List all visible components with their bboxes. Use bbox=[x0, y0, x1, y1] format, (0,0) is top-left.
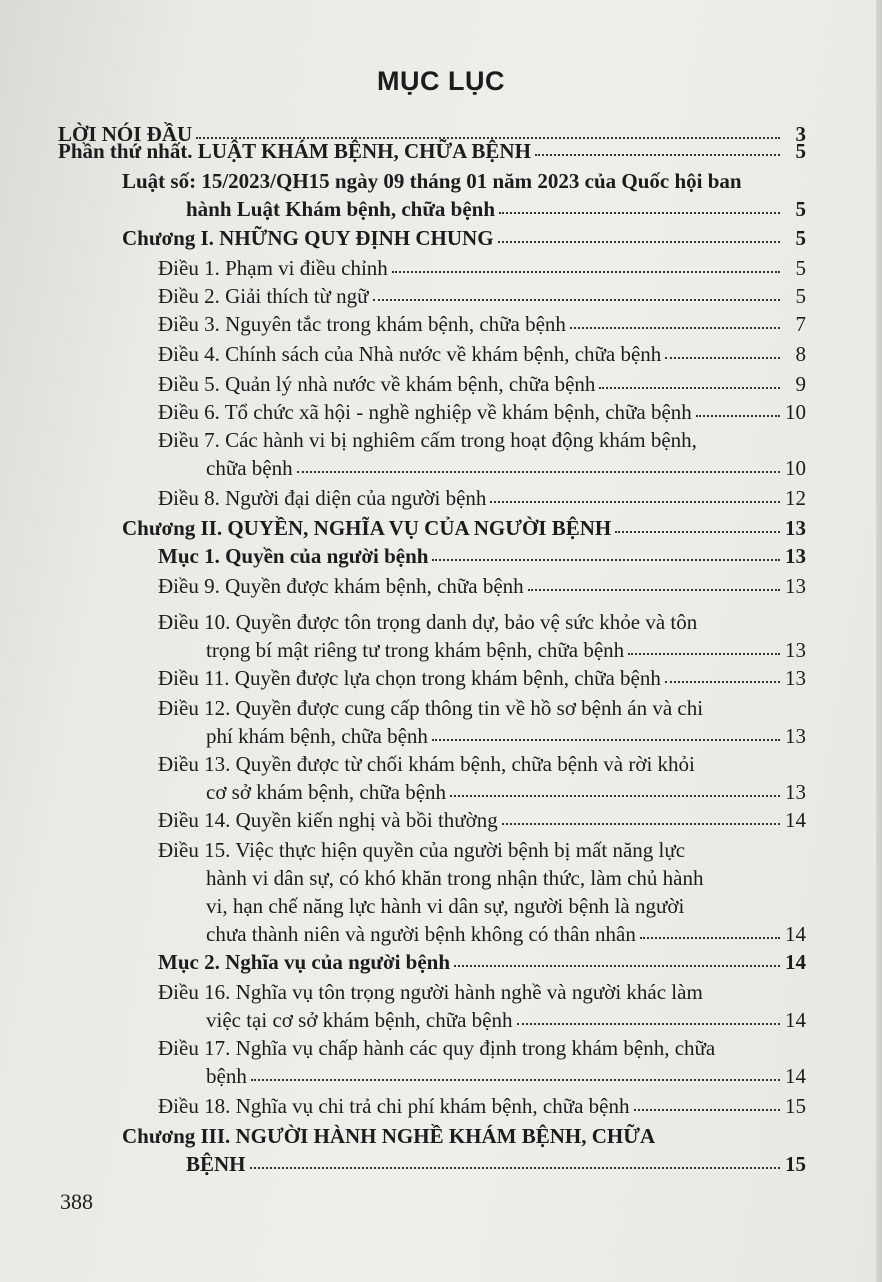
toc-entry-text: Chương II. QUYỀN, NGHĨA VỤ CỦA NGƯỜI BỆNH bbox=[122, 516, 612, 540]
toc-page-number: 13 bbox=[785, 516, 806, 540]
toc-entry-text: Điều 14. Quyền kiến nghị và bồi thường bbox=[158, 808, 498, 832]
dot-leader bbox=[535, 150, 780, 156]
toc-page-number: 5 bbox=[795, 139, 806, 163]
dot-leader bbox=[599, 383, 780, 389]
dot-leader bbox=[528, 585, 780, 591]
toc-entry-text: phí khám bệnh, chữa bệnh bbox=[206, 724, 428, 748]
toc-entry-text: Mục 2. Nghĩa vụ của người bệnh bbox=[158, 950, 451, 974]
toc-entry-line bbox=[158, 254, 806, 282]
toc-entry bbox=[158, 750, 806, 806]
toc-entry-text: Điều 15. Việc thực hiện quyền của người bệnh bị mất năng lực bbox=[158, 838, 686, 862]
dot-leader bbox=[696, 411, 780, 417]
toc-page-number: 10 bbox=[785, 456, 806, 480]
toc-entry-text: Chương III. NGƯỜI HÀNH NGHỀ KHÁM BỆNH, CHỮA bbox=[122, 1124, 656, 1148]
toc-entry-text: hành Luật Khám bệnh, chữa bệnh bbox=[186, 197, 496, 221]
dot-leader bbox=[498, 237, 780, 243]
toc-page-number: 3 bbox=[795, 122, 806, 146]
dot-leader bbox=[665, 677, 780, 683]
toc-entry-line bbox=[158, 722, 806, 750]
toc-entry-line bbox=[158, 920, 806, 948]
toc-entry-line bbox=[122, 514, 806, 542]
toc-entry bbox=[158, 282, 806, 310]
toc-entry bbox=[158, 484, 806, 512]
toc-entry-text: Chương I. NHỮNG QUY ĐỊNH CHUNG bbox=[122, 226, 494, 250]
toc-entry-text: bệnh bbox=[206, 1064, 247, 1088]
toc-entry-line bbox=[158, 398, 806, 426]
toc-entry-text: Phần thứ nhất. LUẬT KHÁM BỆNH, CHỮA BỆNH bbox=[58, 139, 531, 163]
toc-entry-text: Điều 8. Người đại diện của người bệnh bbox=[158, 486, 487, 510]
toc-page-number: 5 bbox=[795, 284, 806, 308]
toc-entry bbox=[158, 310, 806, 338]
toc-page-number: 13 bbox=[785, 666, 806, 690]
toc-page-number: 5 bbox=[795, 226, 806, 250]
toc-entry bbox=[158, 836, 806, 948]
toc-page-number: 12 bbox=[785, 486, 806, 510]
toc-entry-text: Điều 13. Quyền được từ chối khám bệnh, chữa bệnh và rời khỏi bbox=[158, 752, 695, 776]
toc-page-number: 9 bbox=[795, 372, 806, 396]
toc-entry-text: việc tại cơ sở khám bệnh, chữa bệnh bbox=[206, 1008, 513, 1032]
toc-entry bbox=[158, 370, 806, 398]
toc-entry-line bbox=[158, 484, 806, 512]
toc-entry-line bbox=[58, 137, 806, 165]
toc-entry-text: Luật số: 15/2023/QH15 ngày 09 tháng 01 năm 2023 của Quốc hội ban bbox=[122, 169, 742, 193]
dot-leader bbox=[634, 1105, 780, 1111]
toc-entry-text: vi, hạn chế năng lực hành vi dân sự, người bệnh là người bbox=[206, 894, 685, 918]
toc-entry bbox=[158, 1092, 806, 1120]
toc-entry-line bbox=[158, 636, 806, 664]
toc-entry-text: BỆNH bbox=[186, 1152, 246, 1176]
toc-entry bbox=[158, 664, 806, 692]
toc-entry bbox=[158, 1034, 806, 1090]
toc-entry-text: trọng bí mật riêng tư trong khám bệnh, chữa bệnh bbox=[206, 638, 625, 662]
dot-leader bbox=[665, 353, 780, 359]
toc-entry-text: cơ sở khám bệnh, chữa bệnh bbox=[206, 780, 447, 804]
toc-page-number: 14 bbox=[785, 1008, 806, 1032]
toc-entry bbox=[158, 694, 806, 750]
toc-entry-line bbox=[158, 454, 806, 482]
dot-leader bbox=[297, 467, 780, 473]
page-number: 388 bbox=[60, 1189, 93, 1214]
toc-page-number: 15 bbox=[785, 1152, 806, 1176]
toc-entry-text: Điều 5. Quản lý nhà nước về khám bệnh, chữa bệnh bbox=[158, 372, 596, 396]
toc-entry-line bbox=[158, 806, 806, 834]
toc-entry-text: chưa thành niên và người bệnh không có thân nhân bbox=[206, 922, 636, 946]
toc-page-number: 14 bbox=[785, 950, 806, 974]
toc-entry-text: hành vi dân sự, có khó khăn trong nhận thức, làm chủ hành bbox=[206, 866, 704, 890]
toc-entry-text: Điều 10. Quyền được tôn trọng danh dự, bảo vệ sức khỏe và tôn bbox=[158, 610, 698, 634]
toc-page-number: 13 bbox=[785, 780, 806, 804]
dot-leader bbox=[251, 1075, 780, 1081]
toc-page-number: 13 bbox=[785, 638, 806, 662]
toc-page-number: 8 bbox=[795, 342, 806, 366]
toc-page-number: 10 bbox=[785, 400, 806, 424]
toc-entry bbox=[158, 426, 806, 482]
dot-leader bbox=[640, 933, 780, 939]
toc-entry-text: Điều 18. Nghĩa vụ chi trả chi phí khám bệnh, chữa bệnh bbox=[158, 1094, 630, 1118]
dot-leader bbox=[250, 1163, 780, 1169]
dot-leader bbox=[502, 819, 780, 825]
toc-entry-line bbox=[122, 224, 806, 252]
toc-entry-line bbox=[158, 1062, 806, 1090]
toc-entry-line bbox=[158, 1092, 806, 1120]
toc-entry bbox=[122, 1122, 806, 1178]
toc-entry-text: Mục 1. Quyền của người bệnh bbox=[158, 544, 429, 568]
toc-entry bbox=[122, 514, 806, 542]
toc-entry-text: Điều 2. Giải thích từ ngữ bbox=[158, 284, 369, 308]
dot-leader bbox=[615, 527, 780, 533]
toc-page-number: 13 bbox=[785, 724, 806, 748]
dot-leader bbox=[628, 649, 780, 655]
page-title: MỤC LỤC bbox=[377, 66, 505, 96]
toc-entry-line bbox=[122, 1150, 806, 1178]
toc-entry-line bbox=[158, 664, 806, 692]
toc-entry-text: Điều 17. Nghĩa vụ chấp hành các quy định trong khám bệnh, chữa bbox=[158, 1036, 716, 1060]
toc-entry-text: Điều 6. Tổ chức xã hội - nghề nghiệp về khám bệnh, chữa bệnh bbox=[158, 400, 692, 424]
toc-entry bbox=[158, 398, 806, 426]
toc-entry-line bbox=[158, 1006, 806, 1034]
toc-entry-text: Điều 7. Các hành vi bị nghiêm cấm trong hoạt động khám bệnh, bbox=[158, 428, 697, 452]
toc-page-number: 5 bbox=[795, 256, 806, 280]
toc-entry bbox=[122, 224, 806, 252]
toc-entry-text: Điều 3. Nguyên tắc trong khám bệnh, chữa bệnh bbox=[158, 312, 566, 336]
toc-page-number: 13 bbox=[785, 544, 806, 568]
dot-leader bbox=[450, 791, 780, 797]
dot-leader bbox=[454, 961, 780, 967]
toc-entry-line bbox=[158, 948, 806, 976]
toc-page-number: 13 bbox=[785, 574, 806, 598]
toc-entry-text: Điều 12. Quyền được cung cấp thông tin về hồ sơ bệnh án và chi bbox=[158, 696, 704, 720]
toc-entry-text: Điều 9. Quyền được khám bệnh, chữa bệnh bbox=[158, 574, 524, 598]
toc-entry bbox=[58, 137, 806, 165]
toc-page-number: 14 bbox=[785, 808, 806, 832]
toc-entry bbox=[158, 978, 806, 1034]
toc-entry-line bbox=[158, 542, 806, 570]
toc-page-number: 14 bbox=[785, 1064, 806, 1088]
toc-entry-line bbox=[158, 340, 806, 368]
toc-page-number: 14 bbox=[785, 922, 806, 946]
dot-leader bbox=[432, 555, 780, 561]
toc-entry-text: Điều 4. Chính sách của Nhà nước về khám bệnh, chữa bệnh bbox=[158, 342, 662, 366]
toc-page-number: 15 bbox=[785, 1094, 806, 1118]
toc-entry bbox=[158, 572, 806, 600]
dot-leader bbox=[517, 1019, 781, 1025]
toc-entry-line bbox=[158, 310, 806, 338]
toc-page-number: 5 bbox=[795, 197, 806, 221]
toc-entry-line bbox=[158, 572, 806, 600]
dot-leader bbox=[570, 323, 780, 329]
dot-leader bbox=[432, 735, 780, 741]
toc-entry bbox=[122, 167, 806, 223]
dot-leader bbox=[373, 295, 780, 301]
toc-entry-text: LỜI NÓI ĐẦU bbox=[58, 122, 193, 146]
toc-page-number: 7 bbox=[795, 312, 806, 336]
toc-entry-text: Điều 1. Phạm vi điều chỉnh bbox=[158, 256, 388, 280]
toc-entry bbox=[158, 948, 806, 976]
page-edge bbox=[876, 0, 882, 1282]
toc-entry bbox=[158, 806, 806, 834]
toc-entry-line bbox=[158, 370, 806, 398]
dot-leader bbox=[499, 208, 780, 214]
toc-entry bbox=[158, 608, 806, 664]
toc-entry-line bbox=[158, 282, 806, 310]
toc-entry-text: chữa bệnh bbox=[206, 456, 293, 480]
toc-entry bbox=[158, 254, 806, 282]
toc-entry-text: Điều 16. Nghĩa vụ tôn trọng người hành nghề và người khác làm bbox=[158, 980, 703, 1004]
toc-entry-line bbox=[158, 778, 806, 806]
dot-leader bbox=[490, 497, 780, 503]
toc-entry-text: Điều 11. Quyền được lựa chọn trong khám bệnh, chữa bệnh bbox=[158, 666, 661, 690]
toc-entry bbox=[158, 340, 806, 368]
toc-entry-line bbox=[122, 195, 806, 223]
dot-leader bbox=[392, 267, 780, 273]
toc-entry bbox=[158, 542, 806, 570]
